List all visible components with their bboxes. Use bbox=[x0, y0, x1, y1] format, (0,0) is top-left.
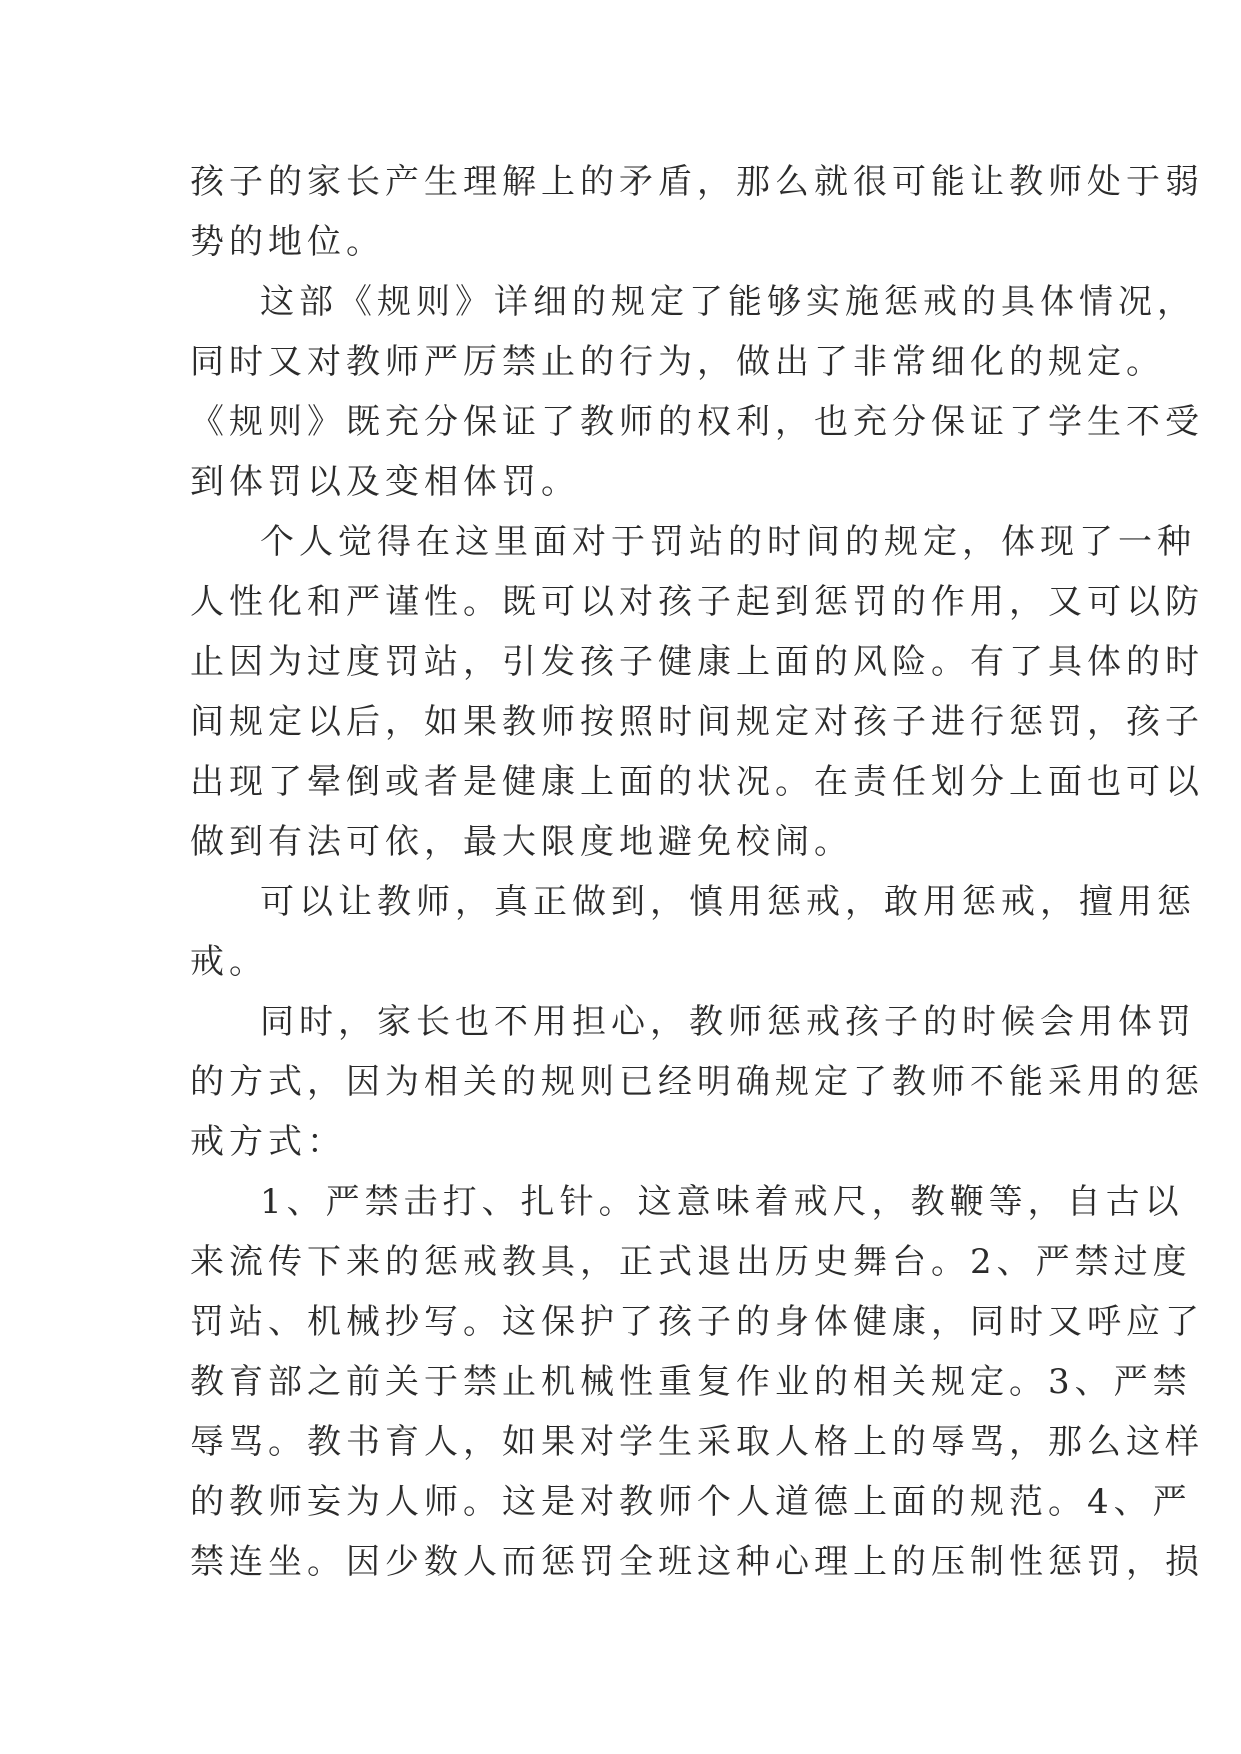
text-line: 的方式，因为相关的规则已经明确规定了教师不能采用的惩 bbox=[190, 1062, 1204, 1102]
text-line: 到体罚以及变相体罚。 bbox=[190, 462, 580, 502]
text-line: 人性化和严谨性。既可以对孩子起到惩罚的作用，又可以防 bbox=[190, 582, 1204, 622]
text-line: 孩子的家长产生理解上的矛盾，那么就很可能让教师处于弱 bbox=[190, 162, 1204, 202]
document-body bbox=[190, 152, 1204, 1592]
text-line: 出现了晕倒或者是健康上面的状况。在责任划分上面也可以 bbox=[190, 762, 1204, 802]
text-line: 教育部之前关于禁止机械性重复作业的相关规定。3、严禁 bbox=[190, 1362, 1192, 1402]
text-line: 《规则》既充分保证了教师的权利，也充分保证了学生不受 bbox=[190, 402, 1204, 442]
text-line: 间规定以后，如果教师按照时间规定对孩子进行惩罚，孩子 bbox=[190, 702, 1204, 742]
text-line: 戒。 bbox=[190, 942, 268, 982]
text-line: 来流传下来的惩戒教具，正式退出历史舞台。2、严禁过度 bbox=[190, 1242, 1192, 1282]
text-line: 禁连坐。因少数人而惩罚全班这种心理上的压制性惩罚，损 bbox=[190, 1542, 1204, 1582]
text-line: 1、严禁击打、扎针。这意味着戒尺，教鞭等，自古以 bbox=[260, 1182, 1184, 1222]
text-line: 势的地位。 bbox=[190, 222, 385, 262]
text-line: 戒方式： bbox=[190, 1122, 346, 1162]
text-line: 的教师妄为人师。这是对教师个人道德上面的规范。4、严 bbox=[190, 1482, 1192, 1522]
text-line: 同时，家长也不用担心，教师惩戒孩子的时候会用体罚 bbox=[260, 1002, 1196, 1042]
text-line: 止因为过度罚站，引发孩子健康上面的风险。有了具体的时 bbox=[190, 642, 1204, 682]
text-line: 同时又对教师严厉禁止的行为，做出了非常细化的规定。 bbox=[190, 342, 1165, 382]
text-line: 罚站、机械抄写。这保护了孩子的身体健康，同时又呼应了 bbox=[190, 1302, 1204, 1342]
text-line: 这部《规则》详细的规定了能够实施惩戒的具体情况， bbox=[260, 282, 1196, 322]
text-line: 做到有法可依，最大限度地避免校闹。 bbox=[190, 822, 853, 862]
text-line: 个人觉得在这里面对于罚站的时间的规定，体现了一种 bbox=[260, 522, 1196, 562]
text-line: 辱骂。教书育人，如果对学生采取人格上的辱骂，那么这样 bbox=[190, 1422, 1204, 1462]
text-line: 可以让教师，真正做到，慎用惩戒，敢用惩戒，擅用惩 bbox=[260, 882, 1196, 922]
